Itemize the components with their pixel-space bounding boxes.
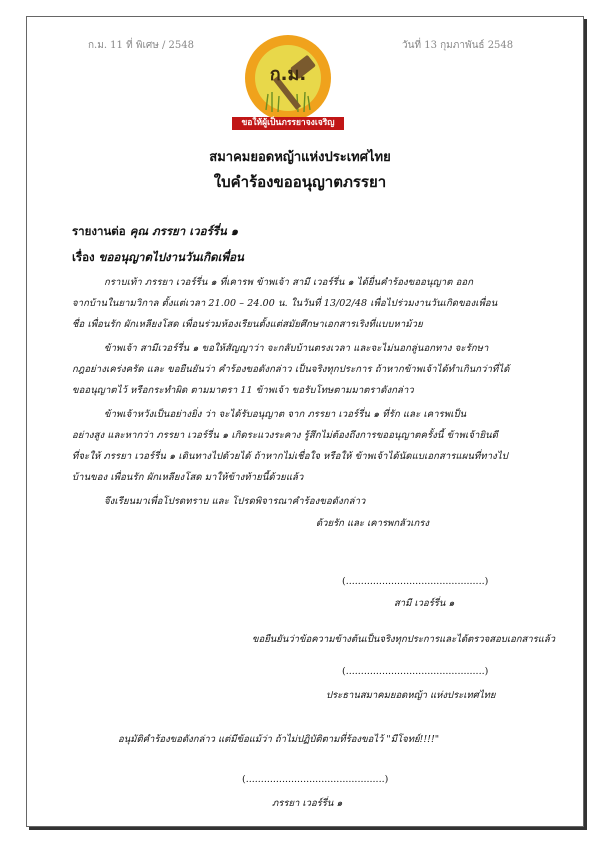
logo-letters: ก.ม. bbox=[269, 64, 307, 85]
logo-motto: ขอให้ผู้เป็นภรรยาจงเจริญ bbox=[232, 117, 344, 130]
addressee-value: คุณ ภรรยา เวอร์รี่น ๑ bbox=[129, 224, 239, 238]
body-line: อย่างสูง และหากว่า ภรรยา เวอร์รี่น ๑ เกิดระแวงระคาง รู้สึกไม่ต้องถึงการขออนุญาตครั้งนี้ ข้าพเจ้ายินดี bbox=[72, 430, 499, 441]
document-date: วันที่ 13 กุมภาพันธ์ 2548 bbox=[402, 40, 514, 51]
organization-name: สมาคมยอดหญ้าแห่งประเทศไทย bbox=[209, 150, 391, 165]
reference-number: ก.ม. 11 ที่ พิเศษ / 2548 bbox=[88, 40, 194, 51]
body-line: ขออนุญาตไว้ หรือกระทำผิด ตามมาตรา 11 ข้าพเจ้า ขอรับโทษตามมาตราดังกล่าว bbox=[72, 385, 414, 396]
husband-signature-blank: (..............................................) bbox=[342, 576, 489, 587]
association-logo bbox=[232, 34, 344, 130]
approval-text: อนุมัติคำร้องขอดังกล่าว แต่มีข้อแม้ว่า ถ้าไม่ปฏิบัติตามที่ร้องขอไว้ "มีโจทย์!!!!" bbox=[118, 734, 440, 745]
subject-line bbox=[72, 249, 244, 267]
body-line: ที่จะให้ ภรรยา เวอร์รี่น ๑ เดินทางไปด้วยได้ ถ้าหากไม่เชื่อใจ หรือให้ ข้าพเจ้าได้นัดแบเอกสารแผนที่ทางไป bbox=[72, 451, 508, 462]
body-line: กราบเท้า ภรรยา เวอร์รี่น ๑ ที่เคารพ ข้าพเจ้า สามี เวอร์รี่น ๑ ได้ยื่นคำร้องขออนุญาต ออก bbox=[104, 277, 474, 288]
body-line: ข้าพเจ้า สามีเวอร์รี่น ๑ ขอให้สัญญาว่า จะกลับบ้านตรงเวลา และจะไม่นอกลู่นอกทาง จะรักษา bbox=[104, 343, 489, 354]
body-line: บ้านของ เพื่อนรัก ผักเหลียงโสด มาให้ข้างท้ายนี้ด้วยแล้ว bbox=[72, 472, 304, 483]
body-line: จากบ้านในยามวิกาล ตั้งแต่เวลา 21.00 – 24.00 น. ในวันที่ 13/02/48 เพื่อไปร่วมงานวันเกิดของเพื่อน bbox=[72, 298, 498, 309]
body-line: กฎอย่างเคร่งครัด และ ขอยืนยันว่า คำร้องขอดังกล่าว เป็นจริงทุกประการ ถ้าหากข้าพเจ้าได้ทำเกินกว่าที่ได้ bbox=[72, 364, 510, 375]
addressee-line bbox=[72, 223, 238, 241]
addressee-label: รายงานต่อ bbox=[72, 224, 126, 238]
husband-name: สามี เวอร์รี่น ๑ bbox=[394, 598, 455, 609]
document-title: ใบคำร้องขออนุญาตภรรยา bbox=[213, 173, 387, 191]
wife-signature-blank: (..............................................) bbox=[242, 774, 389, 785]
president-title: ประธานสมาคมยอดหญ้า แห่งประเทศไทย bbox=[326, 690, 496, 701]
subject-value: ขออนุญาตไปงานวันเกิดเพื่อน bbox=[98, 250, 244, 264]
body-line: ข้าพเจ้าหวังเป็นอย่างยิ่ง ว่า จะได้รับอนุญาต จาก ภรรยา เวอร์รี่น ๑ ที่รัก และ เคารพเป็น bbox=[104, 409, 467, 420]
body-line: ชื่อ เพื่อนรัก ผักเหลียงโสด เพื่อนร่วมห้องเรียนตั้งแต่สมัยศึกษาเอกสารเริงที่แบบหาม้วย bbox=[72, 319, 423, 330]
president-signature-blank: (..............................................) bbox=[342, 666, 489, 677]
closing-phrase: ด้วยรัก และ เคารพกลัวเกรง bbox=[316, 518, 429, 529]
wife-name: ภรรยา เวอร์รี่น ๑ bbox=[272, 798, 343, 809]
body-line: จึงเรียนมาเพื่อโปรดทราบ และ โปรดพิจารณาคำร้องขอดังกล่าว bbox=[104, 496, 366, 507]
certification-text: ขอยืนยันว่าข้อความข้างต้นเป็นจริงทุกประการและได้ตรวจสอบเอกสารแล้ว bbox=[252, 634, 556, 645]
subject-label: เรื่อง bbox=[72, 250, 95, 264]
